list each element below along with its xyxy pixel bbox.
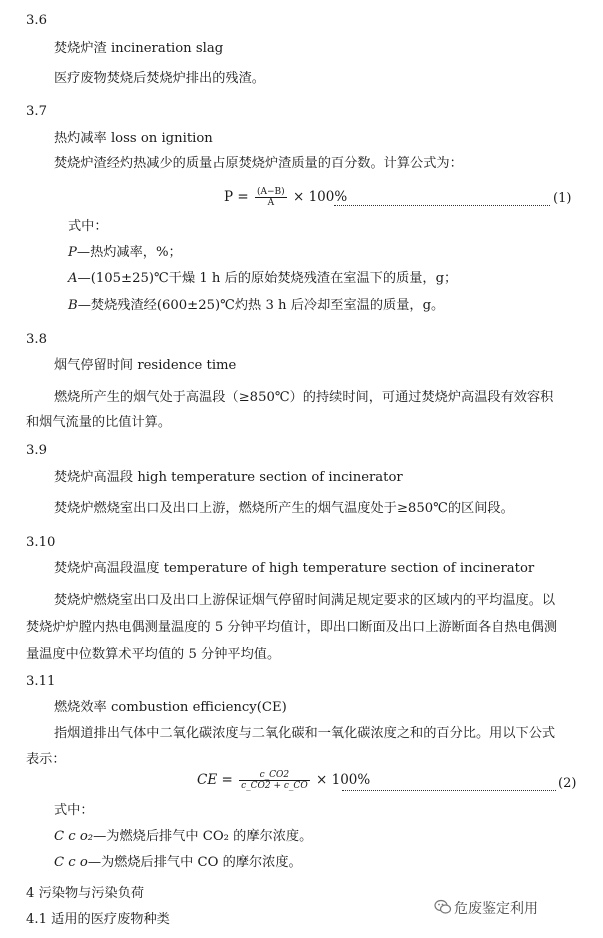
variable-text: —热灼减率，%； [76,245,182,260]
definition-text: 表示： [26,752,66,767]
term-heading: 烟气停留时间 residence time [54,358,237,373]
variable-symbol: A [68,271,78,286]
variable-text: —焚烧残渣经(600±25)℃灼热 3 h 后冷却至室温的质量，g。 [77,298,445,313]
variable-symbol: P [68,245,77,260]
formula-numerator: (A−B) [256,187,285,197]
leader-dots [342,790,556,791]
variable-def [54,828,312,846]
formula-denominator: A [267,198,275,208]
leader-dots [334,205,550,206]
formula-2 [197,770,370,791]
definition-text: 焚烧炉炉膛内热电偶测量温度的 5 分钟平均值计，即出口断面及出口上游断面各自热电偶测 [26,620,558,635]
variable-def [68,270,457,288]
variable-text: —(105±25)℃干燥 1 h 后的原始焚烧残渣在室温下的质量，g； [77,271,458,286]
variable-def [68,244,182,262]
definition-text: 和烟气流量的比值计算。 [26,415,172,430]
where-label: 式中： [54,803,94,818]
term-heading: 焚烧炉渣 incineration slag [54,41,224,56]
formula-tail: × 100% [292,189,348,205]
formula-fraction [239,770,310,791]
definition-text: 焚烧炉燃烧室出口及出口上游保证烟气停留时间满足规定要求的区域内的平均温度。以 [54,593,556,608]
term-heading: 焚烧炉高温段 high temperature section of incinerator [54,470,403,485]
variable-symbol: C c o [54,855,88,870]
variable-symbol: B [68,298,78,313]
chapter-heading: 4 污染物与污染负荷 [26,886,145,901]
formula-numerator: c_CO2 [239,770,310,781]
wechat-icon [434,898,452,916]
formula-tail: × 100% [316,772,371,788]
formula-1 [224,187,347,208]
variable-text: —为燃烧后排气中 CO₂ 的摩尔浓度。 [93,829,313,844]
definition-text: 指烟道排出气体中二氧化碳浓度与二氧化碳和一氧化碳浓度之和的百分比。用以下公式 [54,726,556,741]
watermark-text: 危废鉴定利用 [454,901,538,917]
variable-def [54,854,302,872]
definition-text: 焚烧炉渣经灼热减少的质量占原焚烧炉渣质量的百分数。计算公式为： [54,156,463,171]
where-label: 式中： [68,219,108,234]
formula-denominator: c_CO2 + c_CO [241,781,308,791]
formula-lhs: CE = [197,772,233,788]
section-number: 3.9 [26,443,47,458]
term-heading: 热灼减率 loss on ignition [54,131,213,146]
definition-text: 医疗废物焚烧后焚烧炉排出的残渣。 [54,71,265,86]
definition-text: 焚烧炉燃烧室出口及出口上游，燃烧所产生的烟气温度处于≥850℃的区间段。 [54,501,514,516]
equation-number: (2) [558,776,577,791]
definition-text: 量温度中位数算术平均值的 5 分钟平均值。 [26,647,281,662]
section-number: 3.7 [26,104,47,119]
variable-def [68,297,444,315]
variable-symbol: C c o₂ [54,829,94,844]
formula-lhs: P = [224,189,249,205]
variable-text: —为燃烧后排气中 CO 的摩尔浓度。 [87,855,302,870]
definition-text: 燃烧所产生的烟气处于高温段（≥850℃）的持续时间，可通过焚烧炉高温段有效容积 [54,390,554,405]
term-heading: 燃烧效率 combustion efficiency(CE) [54,700,287,715]
section-number: 3.6 [26,13,47,28]
subsection-heading: 4.1 适用的医疗废物种类 [26,912,170,927]
term-heading: 焚烧炉高温段温度 temperature of high temperature section of incinerator [54,561,535,576]
section-number: 3.11 [26,674,56,689]
section-number: 3.8 [26,332,47,347]
formula-fraction [255,187,287,208]
section-number: 3.10 [26,535,56,550]
equation-number: (1) [553,191,572,206]
